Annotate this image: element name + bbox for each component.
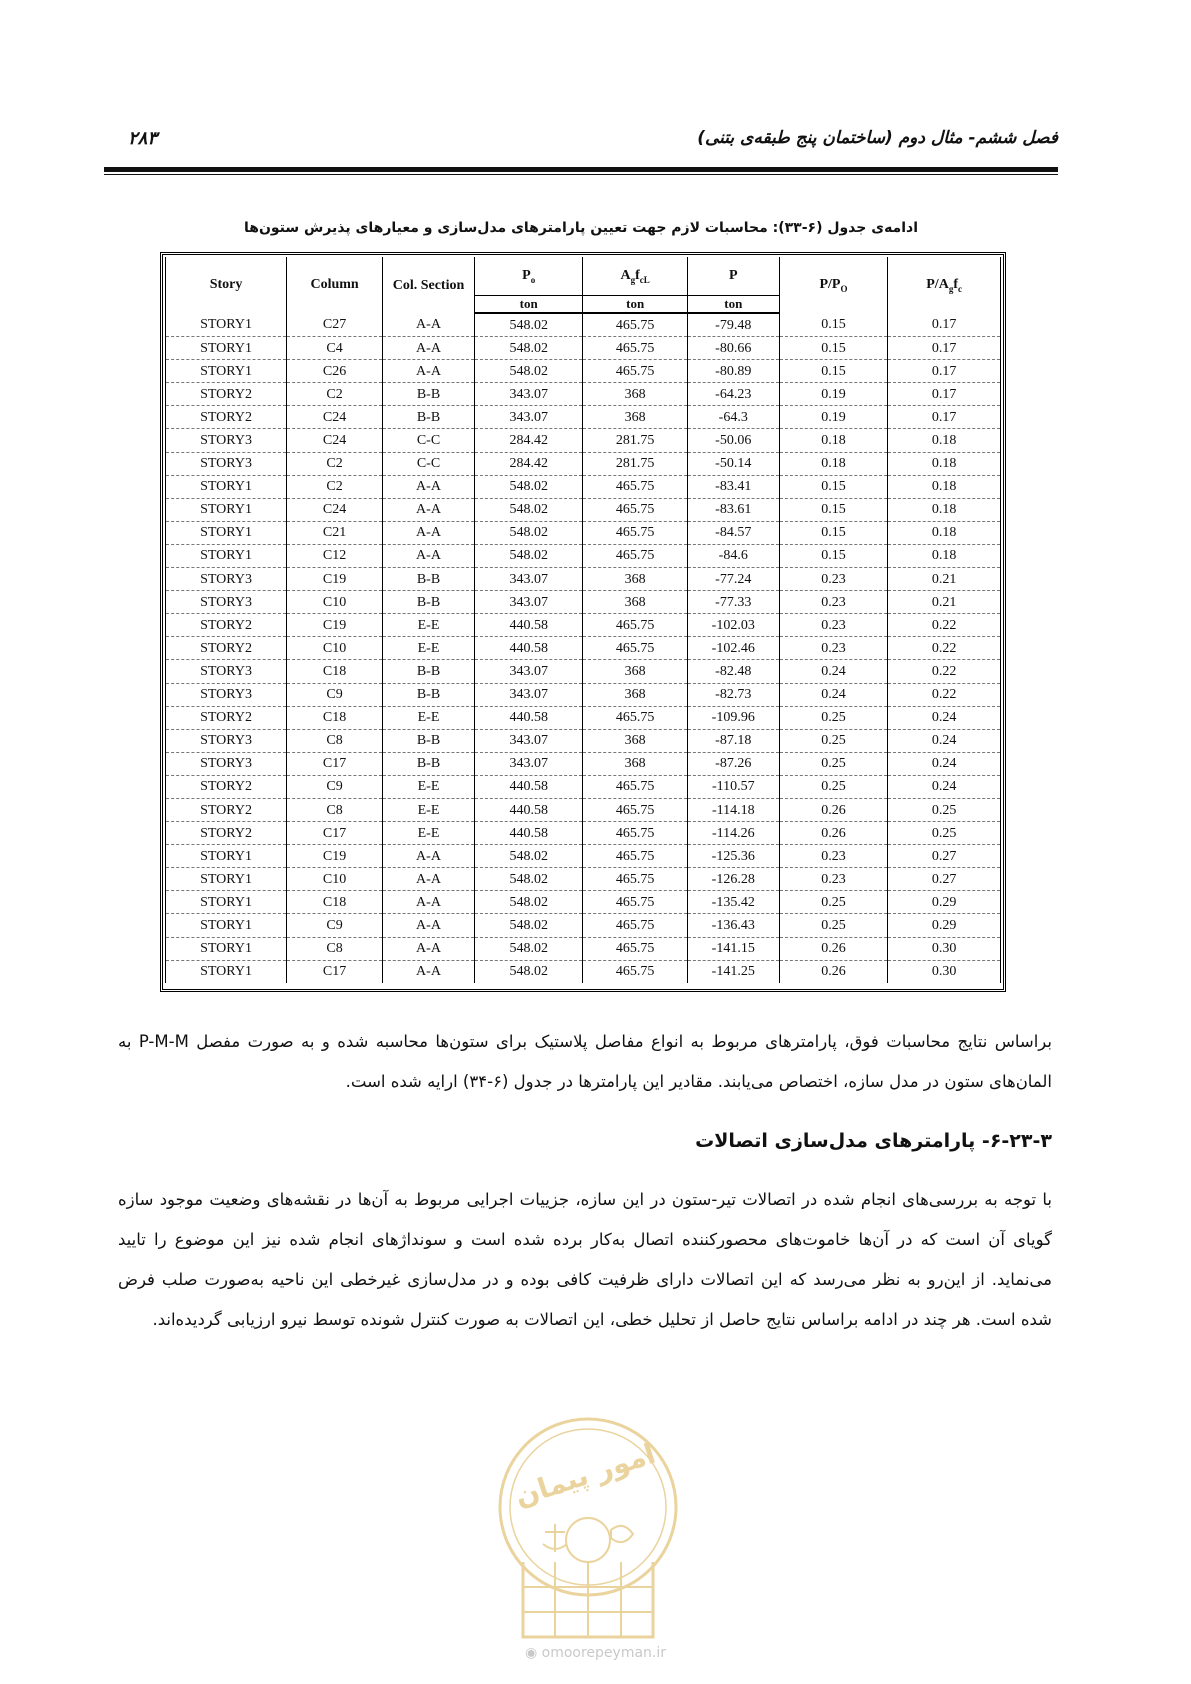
table-cell: 465.75 [583, 637, 687, 660]
table-cell: C19 [287, 614, 383, 637]
table-cell: 0.22 [888, 683, 1001, 706]
table-cell: 440.58 [474, 822, 583, 845]
table-cell: STORY1 [166, 960, 287, 983]
table-cell: C10 [287, 637, 383, 660]
table-cell: STORY2 [166, 383, 287, 406]
table-cell: C2 [287, 475, 383, 498]
table-cell: E-E [383, 637, 475, 660]
table-cell: 0.22 [888, 614, 1001, 637]
table-cell: 0.25 [779, 752, 888, 775]
table-cell: C10 [287, 868, 383, 891]
table-cell: 0.17 [888, 313, 1001, 337]
header-story: Story [166, 257, 287, 313]
globe-icon: ◉ [524, 1645, 538, 1661]
table-cell: 0.24 [779, 683, 888, 706]
table-row [166, 752, 1001, 775]
table-cell: C18 [287, 891, 383, 914]
table-cell: -50.06 [687, 429, 779, 452]
table-cell: 0.25 [888, 798, 1001, 821]
table-cell: STORY2 [166, 706, 287, 729]
header-p: P [687, 257, 779, 296]
table-cell: 0.25 [779, 891, 888, 914]
table-cell: 0.15 [779, 498, 888, 521]
table-cell: C9 [287, 914, 383, 937]
table-cell: 0.26 [779, 960, 888, 983]
table-row [166, 706, 1001, 729]
paragraph-results: براساس نتایج محاسبات فوق، پارامترهای مربوط به انواع مفاصل پلاستیک برای ستون‌ها محاسبه شده و به صورت مفصل P-M-M به المان‌های ستون در مدل سازه، اختصاص می‌یابند. مقادیر این پارامترها در جدول (۶-۳۴) ارایه شده است. [118, 1032, 1052, 1091]
table-row [166, 313, 1001, 337]
table-row [166, 660, 1001, 683]
table-cell: B-B [383, 660, 475, 683]
table-cell: C9 [287, 775, 383, 798]
table-cell: 0.25 [779, 706, 888, 729]
table-cell: 465.75 [583, 822, 687, 845]
table-cell: -84.6 [687, 544, 779, 567]
table-cell: C4 [287, 337, 383, 360]
data-table-frame [160, 252, 1006, 992]
table-cell: 465.75 [583, 614, 687, 637]
table-cell: C19 [287, 568, 383, 591]
header-p-po: $P/P_O$ [779, 257, 888, 313]
table-cell: E-E [383, 614, 475, 637]
table-cell: 281.75 [583, 452, 687, 475]
table-cell: 465.75 [583, 845, 687, 868]
table-cell: STORY2 [166, 406, 287, 429]
table-cell: STORY2 [166, 822, 287, 845]
table-cell: 465.75 [583, 775, 687, 798]
table-row [166, 937, 1001, 960]
table-cell: -125.36 [687, 845, 779, 868]
table-cell: STORY1 [166, 937, 287, 960]
paragraph-connections: با توجه به بررسی‌های انجام شده در اتصالات تیر-ستون در این سازه، جزییات اجرایی مربوط به آن‌ها در نقشه‌های وضعیت موجود سازه گویای آن است که در آن‌ها خاموت‌های محصورکننده اتصال به‌کار برده شده است و سونداژهای انجام شده نیز این موضوع را تایید می‌نماید. از این‌رو به نظر می‌رسد که این اتصالات دارای ظرفیت کافی بوده و در مدل‌سازی غیرخطی این ناحیه به‌صورت صلب فرض شده است. هر چند در ادامه براساس نتایج حاصل از تحلیل خطی، این اتصالات به صورت کنترل شونده توسط نیرو ارزیابی گردیده‌اند. [118, 1190, 1052, 1329]
table-cell: STORY3 [166, 660, 287, 683]
table-cell: STORY2 [166, 614, 287, 637]
unit-agfcl: ton [583, 296, 687, 314]
table-cell: 0.24 [888, 706, 1001, 729]
table-row [166, 475, 1001, 498]
table-cell: A-A [383, 521, 475, 544]
table-cell: 0.27 [888, 845, 1001, 868]
table-cell: C17 [287, 822, 383, 845]
table-row [166, 498, 1001, 521]
table-cell: A-A [383, 960, 475, 983]
table-cell: 343.07 [474, 752, 583, 775]
table-cell: 368 [583, 752, 687, 775]
table-cell: -84.57 [687, 521, 779, 544]
table-cell: 0.23 [779, 614, 888, 637]
table-cell: E-E [383, 775, 475, 798]
table-cell: STORY3 [166, 452, 287, 475]
table-cell: -50.14 [687, 452, 779, 475]
table-cell: -114.26 [687, 822, 779, 845]
table-cell: 0.24 [779, 660, 888, 683]
table-row [166, 429, 1001, 452]
table-cell: 0.21 [888, 568, 1001, 591]
table-cell: 0.27 [888, 868, 1001, 891]
table-cell: 368 [583, 383, 687, 406]
table-cell: C17 [287, 752, 383, 775]
header-rule-thin [104, 174, 1058, 175]
table-cell: 465.75 [583, 891, 687, 914]
table-row [166, 960, 1001, 983]
table-cell: 0.15 [779, 313, 888, 337]
table-cell: 0.25 [888, 822, 1001, 845]
table-cell: STORY1 [166, 845, 287, 868]
header-col-section: Col. Section [383, 257, 475, 313]
table-cell: -79.48 [687, 313, 779, 337]
table-cell: 284.42 [474, 452, 583, 475]
header-p-agfc: $P/A_gf_c$ [888, 257, 1001, 313]
table-cell: 548.02 [474, 313, 583, 337]
table-row [166, 568, 1001, 591]
table-cell: 0.26 [779, 822, 888, 845]
table-cell: 0.25 [779, 729, 888, 752]
table-row [166, 822, 1001, 845]
table-cell: -77.33 [687, 591, 779, 614]
table-cell: 0.15 [779, 544, 888, 567]
table-cell: 0.18 [888, 544, 1001, 567]
table-cell: C24 [287, 429, 383, 452]
table-cell: 0.17 [888, 383, 1001, 406]
header-agfcl: $A_gf_{cL}$ [583, 257, 687, 296]
table-cell: 0.17 [888, 360, 1001, 383]
table-cell: C18 [287, 660, 383, 683]
table-cell: C24 [287, 406, 383, 429]
table-cell: -109.96 [687, 706, 779, 729]
table-cell: 0.18 [888, 452, 1001, 475]
table-cell: C18 [287, 706, 383, 729]
table-cell: 0.22 [888, 637, 1001, 660]
table-cell: 0.30 [888, 960, 1001, 983]
table-cell: 0.29 [888, 891, 1001, 914]
table-cell: B-B [383, 729, 475, 752]
table-cell: A-A [383, 360, 475, 383]
table-cell: STORY1 [166, 891, 287, 914]
table-cell: B-B [383, 383, 475, 406]
table-cell: STORY2 [166, 798, 287, 821]
unit-p: ton [687, 296, 779, 314]
table-cell: STORY1 [166, 914, 287, 937]
table-cell: STORY1 [166, 521, 287, 544]
table-cell: C8 [287, 729, 383, 752]
header-rule-thick [104, 167, 1058, 172]
table-cell: 343.07 [474, 591, 583, 614]
table-cell: A-A [383, 475, 475, 498]
table-cell: 465.75 [583, 544, 687, 567]
table-cell: B-B [383, 752, 475, 775]
table-cell: 465.75 [583, 313, 687, 337]
table-cell: 548.02 [474, 914, 583, 937]
table-cell: 343.07 [474, 568, 583, 591]
table-caption: ادامه‌ی جدول (۶-۳۳): محاسبات لازم جهت تعیین پارامترهای مدل‌سازی و معیارهای پذیرش ستون‌ها [243, 220, 919, 236]
table-cell: 548.02 [474, 937, 583, 960]
table-cell: 0.29 [888, 914, 1001, 937]
table-cell: 368 [583, 660, 687, 683]
table-cell: 0.26 [779, 798, 888, 821]
table-cell: 0.18 [888, 521, 1001, 544]
table-cell: 465.75 [583, 337, 687, 360]
table-cell: 465.75 [583, 360, 687, 383]
watermark-logo-text: امور پیمان [510, 1436, 660, 1514]
table-cell: -141.25 [687, 960, 779, 983]
table-cell: STORY1 [166, 868, 287, 891]
table-cell: 0.19 [779, 406, 888, 429]
chapter-title: فصل ششم- مثال دوم (ساختمان پنج طبقه‌ی بتنی) [697, 128, 1058, 148]
table-cell: 281.75 [583, 429, 687, 452]
table-cell: C2 [287, 383, 383, 406]
table-cell: C19 [287, 845, 383, 868]
table-cell: 0.22 [888, 660, 1001, 683]
table-cell: B-B [383, 683, 475, 706]
table-cell: A-A [383, 937, 475, 960]
table-cell: C-C [383, 452, 475, 475]
table-row [166, 845, 1001, 868]
table-row [166, 406, 1001, 429]
table-cell: 343.07 [474, 383, 583, 406]
table-row [166, 729, 1001, 752]
table-cell: 548.02 [474, 891, 583, 914]
table-row [166, 360, 1001, 383]
table-cell: -82.73 [687, 683, 779, 706]
table-row [166, 337, 1001, 360]
table-cell: -110.57 [687, 775, 779, 798]
table-cell: -80.66 [687, 337, 779, 360]
header-po: $P_o$ [474, 257, 583, 296]
table-cell: 440.58 [474, 706, 583, 729]
table-cell: 0.15 [779, 360, 888, 383]
table-cell: -135.42 [687, 891, 779, 914]
table-row [166, 637, 1001, 660]
table-cell: -83.61 [687, 498, 779, 521]
table-cell: A-A [383, 845, 475, 868]
table-cell: 548.02 [474, 337, 583, 360]
table-cell: STORY3 [166, 591, 287, 614]
table-row [166, 614, 1001, 637]
table-cell: C12 [287, 544, 383, 567]
table-cell: -87.18 [687, 729, 779, 752]
table-cell: 548.02 [474, 544, 583, 567]
watermark-website: ◉ omoorepeyman.ir [524, 1645, 667, 1661]
table-cell: 465.75 [583, 475, 687, 498]
header-column: Column [287, 257, 383, 313]
table-cell: C9 [287, 683, 383, 706]
table-cell: E-E [383, 706, 475, 729]
table-cell: 0.15 [779, 337, 888, 360]
table-cell: -141.15 [687, 937, 779, 960]
table-cell: A-A [383, 498, 475, 521]
table-cell: -114.18 [687, 798, 779, 821]
table-cell: 465.75 [583, 498, 687, 521]
table-cell: -82.48 [687, 660, 779, 683]
table-cell: 548.02 [474, 360, 583, 383]
table-cell: STORY3 [166, 429, 287, 452]
table-row [166, 891, 1001, 914]
table-cell: 0.15 [779, 521, 888, 544]
table-cell: 368 [583, 729, 687, 752]
table-cell: 548.02 [474, 845, 583, 868]
table-cell: 0.24 [888, 752, 1001, 775]
table-cell: C24 [287, 498, 383, 521]
table-cell: 0.18 [888, 475, 1001, 498]
table-cell: 548.02 [474, 521, 583, 544]
table-cell: A-A [383, 337, 475, 360]
table-cell: 548.02 [474, 868, 583, 891]
table-row [166, 914, 1001, 937]
table-cell: 0.24 [888, 775, 1001, 798]
table-row [166, 683, 1001, 706]
table-cell: 0.18 [888, 498, 1001, 521]
table-cell: 0.25 [779, 775, 888, 798]
table-cell: 0.21 [888, 591, 1001, 614]
table-cell: 368 [583, 683, 687, 706]
table-body [166, 313, 1001, 983]
table-cell: B-B [383, 568, 475, 591]
table-cell: C2 [287, 452, 383, 475]
table-cell: STORY1 [166, 498, 287, 521]
table-cell: 0.17 [888, 337, 1001, 360]
table-cell: C26 [287, 360, 383, 383]
table-cell: 465.75 [583, 960, 687, 983]
table-cell: 284.42 [474, 429, 583, 452]
table-cell: -77.24 [687, 568, 779, 591]
data-table [165, 257, 1001, 983]
table-cell: C10 [287, 591, 383, 614]
table-row [166, 775, 1001, 798]
table-cell: 368 [583, 406, 687, 429]
table-cell: -126.28 [687, 868, 779, 891]
table-cell: A-A [383, 891, 475, 914]
table-cell: B-B [383, 591, 475, 614]
table-row [166, 452, 1001, 475]
table-cell: 0.26 [779, 937, 888, 960]
table-cell: 0.15 [779, 475, 888, 498]
table-cell: STORY1 [166, 475, 287, 498]
table-cell: 548.02 [474, 475, 583, 498]
table-cell: C21 [287, 521, 383, 544]
table-cell: C17 [287, 960, 383, 983]
table-cell: 0.18 [779, 429, 888, 452]
table-row [166, 798, 1001, 821]
table-cell: STORY3 [166, 729, 287, 752]
unit-po: ton [474, 296, 583, 314]
table-cell: STORY2 [166, 775, 287, 798]
table-cell: C27 [287, 313, 383, 337]
table-cell: 368 [583, 568, 687, 591]
table-cell: 368 [583, 591, 687, 614]
table-cell: 440.58 [474, 637, 583, 660]
table-cell: 0.19 [779, 383, 888, 406]
table-cell: C8 [287, 798, 383, 821]
table-cell: 0.23 [779, 845, 888, 868]
table-cell: STORY2 [166, 637, 287, 660]
table-cell: 0.18 [888, 429, 1001, 452]
table-cell: E-E [383, 822, 475, 845]
table-cell: -102.03 [687, 614, 779, 637]
table-cell: 465.75 [583, 521, 687, 544]
table-cell: STORY3 [166, 683, 287, 706]
table-cell: C8 [287, 937, 383, 960]
table-cell: 343.07 [474, 406, 583, 429]
table-cell: STORY1 [166, 313, 287, 337]
table-row [166, 383, 1001, 406]
table-cell: 465.75 [583, 937, 687, 960]
table-cell: STORY3 [166, 568, 287, 591]
table-cell: 440.58 [474, 775, 583, 798]
table-cell: 0.23 [779, 868, 888, 891]
table-cell: STORY1 [166, 360, 287, 383]
table-cell: 440.58 [474, 614, 583, 637]
table-row [166, 544, 1001, 567]
table-cell: 548.02 [474, 498, 583, 521]
table-cell: STORY3 [166, 752, 287, 775]
table-cell: -64.3 [687, 406, 779, 429]
table-cell: 465.75 [583, 798, 687, 821]
table-cell: -80.89 [687, 360, 779, 383]
table-cell: -83.41 [687, 475, 779, 498]
page-number: ۲۸۳ [128, 128, 158, 149]
table-cell: 465.75 [583, 868, 687, 891]
table-cell: -87.26 [687, 752, 779, 775]
table-cell: E-E [383, 798, 475, 821]
table-cell: 465.75 [583, 706, 687, 729]
table-cell: B-B [383, 406, 475, 429]
table-cell: 440.58 [474, 798, 583, 821]
table-cell: 343.07 [474, 660, 583, 683]
table-row [166, 868, 1001, 891]
table-cell: -64.23 [687, 383, 779, 406]
table-cell: 0.18 [779, 452, 888, 475]
table-cell: 0.25 [779, 914, 888, 937]
table-cell: -102.46 [687, 637, 779, 660]
table-cell: 0.30 [888, 937, 1001, 960]
table-cell: STORY1 [166, 337, 287, 360]
table-cell: C-C [383, 429, 475, 452]
table-cell: -136.43 [687, 914, 779, 937]
table-cell: A-A [383, 313, 475, 337]
table-row [166, 521, 1001, 544]
table-cell: 548.02 [474, 960, 583, 983]
table-cell: 343.07 [474, 683, 583, 706]
table-cell: A-A [383, 544, 475, 567]
table-cell: STORY1 [166, 544, 287, 567]
table-cell: A-A [383, 868, 475, 891]
table-cell: 0.23 [779, 568, 888, 591]
table-cell: 343.07 [474, 729, 583, 752]
table-cell: 0.23 [779, 637, 888, 660]
table-cell: 0.17 [888, 406, 1001, 429]
table-cell: 465.75 [583, 914, 687, 937]
page-header [110, 128, 1058, 164]
watermark-logo [483, 1412, 693, 1652]
table-cell: 0.24 [888, 729, 1001, 752]
section-heading: ۶-۲۳-۳- پارامترهای مدل‌سازی اتصالات [695, 1130, 1052, 1152]
table-cell: 0.23 [779, 591, 888, 614]
table-row [166, 591, 1001, 614]
table-cell: A-A [383, 914, 475, 937]
